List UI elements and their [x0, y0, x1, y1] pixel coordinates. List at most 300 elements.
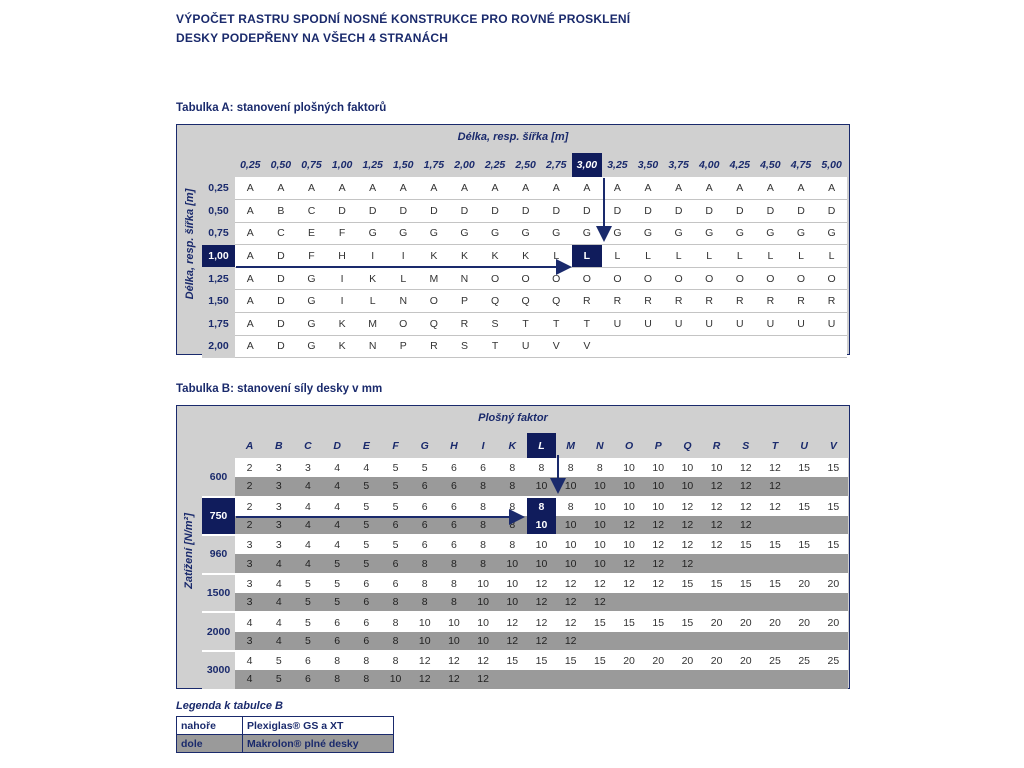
table-cell [786, 335, 817, 358]
table-cell: M [419, 267, 450, 290]
table-cell: 12 [702, 516, 731, 535]
table-row [202, 313, 847, 336]
title-line-2: DESKY PODEPŘENY NA VŠECH 4 STRANÁCH [176, 31, 449, 45]
table-cell: D [786, 200, 817, 223]
table-cell [702, 670, 731, 689]
table-cell: 20 [702, 651, 731, 670]
table-cell [633, 335, 664, 358]
table-cell: E [296, 222, 327, 245]
table-cell: 6 [381, 574, 410, 593]
table-cell: 15 [790, 458, 819, 477]
table-cell: 20 [673, 651, 702, 670]
table-cell: 12 [498, 632, 527, 651]
table-cell: 12 [644, 516, 673, 535]
table-cell: 8 [556, 497, 585, 516]
table-cell: G [480, 222, 511, 245]
table-cell: 10 [614, 535, 643, 554]
legend-row-top [177, 717, 394, 735]
table-cell: 4 [323, 516, 352, 535]
table-cell [673, 632, 702, 651]
table-a-header-row [202, 153, 847, 177]
table-cell: D [388, 200, 419, 223]
table-cell: 12 [760, 497, 789, 516]
table-cell: 8 [527, 458, 556, 477]
table-cell: 10 [469, 632, 498, 651]
table-cell: A [388, 177, 419, 200]
table-cell: 10 [614, 477, 643, 496]
table-cell: 15 [760, 574, 789, 593]
table-cell: A [602, 177, 633, 200]
table-cell [614, 670, 643, 689]
column-header: 4,50 [755, 153, 786, 177]
table-cell: 6 [439, 535, 468, 554]
table-cell: 4 [264, 574, 293, 593]
table-cell: D [266, 267, 297, 290]
table-cell: 10 [527, 535, 556, 554]
table-cell: O [510, 267, 541, 290]
table-cell: 20 [702, 612, 731, 631]
table-cell: 20 [731, 612, 760, 631]
table-cell: 10 [469, 574, 498, 593]
table-cell: S [480, 313, 511, 336]
legend-row-bottom [177, 735, 394, 753]
table-cell: O [388, 313, 419, 336]
table-cell: 8 [498, 535, 527, 554]
column-header: 2,25 [480, 153, 511, 177]
table-cell: D [357, 200, 388, 223]
table-cell: K [510, 245, 541, 268]
table-cell [819, 593, 848, 612]
table-cell: 25 [819, 651, 848, 670]
table-row [202, 222, 847, 245]
table-cell: 6 [352, 612, 381, 631]
table-a [202, 153, 847, 358]
table-cell: K [480, 245, 511, 268]
table-cell: 5 [264, 670, 293, 689]
table-cell: 12 [585, 593, 614, 612]
table-cell: 20 [819, 574, 848, 593]
table-cell: 5 [264, 651, 293, 670]
table-row-bottom [202, 516, 848, 535]
table-cell: K [327, 313, 358, 336]
table-cell: G [419, 222, 450, 245]
table-cell: I [327, 290, 358, 313]
table-cell [694, 335, 725, 358]
column-header: 2,50 [510, 153, 541, 177]
table-cell: T [510, 313, 541, 336]
table-cell: L [388, 267, 419, 290]
table-cell: D [572, 200, 603, 223]
table-cell: R [786, 290, 817, 313]
table-corner [202, 433, 235, 458]
table-cell [556, 670, 585, 689]
row-header: 1500 [202, 574, 235, 613]
table-cell: A [449, 177, 480, 200]
table-cell: R [663, 290, 694, 313]
document-title [176, 10, 630, 48]
table-cell: 6 [293, 651, 322, 670]
table-cell: 6 [352, 632, 381, 651]
table-cell: O [419, 290, 450, 313]
legend-value: Plexiglas® GS a XT [243, 717, 394, 735]
table-cell: A [235, 267, 266, 290]
table-cell: 10 [702, 458, 731, 477]
table-cell: A [572, 177, 603, 200]
table-cell: G [755, 222, 786, 245]
table-cell: A [419, 177, 450, 200]
table-cell: 8 [469, 535, 498, 554]
table-cell: 6 [439, 516, 468, 535]
table-cell: I [327, 267, 358, 290]
table-cell: L [755, 245, 786, 268]
table-cell: 15 [702, 574, 731, 593]
row-header: 960 [202, 535, 235, 574]
table-cell: 12 [673, 554, 702, 573]
table-cell: 8 [410, 554, 439, 573]
column-header: F [381, 433, 410, 458]
table-cell: 25 [760, 651, 789, 670]
table-cell: 10 [614, 458, 643, 477]
table-cell: 12 [644, 554, 673, 573]
table-cell [790, 516, 819, 535]
table-cell: 5 [352, 535, 381, 554]
table-cell [819, 632, 848, 651]
table-cell: 15 [498, 651, 527, 670]
table-cell: 8 [469, 516, 498, 535]
table-cell: I [388, 245, 419, 268]
table-cell: L [572, 245, 603, 268]
table-cell: D [327, 200, 358, 223]
table-cell: L [786, 245, 817, 268]
table-row [202, 200, 847, 223]
column-header: 3,75 [663, 153, 694, 177]
row-header: 2000 [202, 612, 235, 651]
column-header: 0,50 [266, 153, 297, 177]
table-cell: 8 [527, 497, 556, 516]
row-header: 0,25 [202, 177, 235, 200]
table-cell: 4 [235, 670, 264, 689]
table-cell: A [235, 200, 266, 223]
table-cell: O [786, 267, 817, 290]
table-b-header-title: Plošný faktor [478, 412, 548, 424]
table-cell: A [357, 177, 388, 200]
table-cell: G [694, 222, 725, 245]
table-cell: F [296, 245, 327, 268]
table-cell: U [694, 313, 725, 336]
table-cell: 8 [323, 651, 352, 670]
table-cell: 4 [323, 458, 352, 477]
table-cell: 5 [410, 458, 439, 477]
table-cell [760, 516, 789, 535]
table-cell: 5 [381, 497, 410, 516]
legend-table [176, 716, 394, 753]
row-header: 1,25 [202, 267, 235, 290]
table-cell [760, 554, 789, 573]
table-cell: 15 [790, 497, 819, 516]
table-cell: U [602, 313, 633, 336]
table-cell: P [449, 290, 480, 313]
table-cell [614, 632, 643, 651]
table-cell: G [572, 222, 603, 245]
table-cell: 10 [585, 535, 614, 554]
table-cell: L [541, 245, 572, 268]
table-cell: 4 [293, 497, 322, 516]
table-cell: 12 [556, 612, 585, 631]
table-cell: 3 [235, 574, 264, 593]
table-cell: 6 [469, 458, 498, 477]
table-cell: L [633, 245, 664, 268]
table-cell: L [725, 245, 756, 268]
table-cell: D [266, 245, 297, 268]
legend-title: Legenda k tabulce B [176, 700, 283, 712]
table-cell: O [541, 267, 572, 290]
table-cell: 10 [410, 632, 439, 651]
table-row-bottom [202, 670, 848, 689]
table-cell: 6 [352, 593, 381, 612]
column-header: G [410, 433, 439, 458]
table-cell: H [327, 245, 358, 268]
table-cell: U [725, 313, 756, 336]
table-cell: 12 [614, 516, 643, 535]
table-cell: 12 [527, 574, 556, 593]
column-header: I [469, 433, 498, 458]
table-cell: N [388, 290, 419, 313]
table-cell [663, 335, 694, 358]
table-cell: 10 [556, 477, 585, 496]
table-cell [819, 477, 848, 496]
table-cell: 8 [381, 651, 410, 670]
table-cell: D [755, 200, 786, 223]
table-row [202, 290, 847, 313]
table-cell [790, 670, 819, 689]
table-cell: 10 [585, 477, 614, 496]
table-cell: 10 [498, 593, 527, 612]
table-cell: 5 [323, 554, 352, 573]
table-cell: 4 [323, 477, 352, 496]
table-cell: 10 [527, 516, 556, 535]
column-header: P [644, 433, 673, 458]
row-header: 1,00 [202, 245, 235, 268]
table-cell: 12 [556, 632, 585, 651]
table-row-top [202, 651, 848, 670]
table-cell: D [419, 200, 450, 223]
table-cell: 6 [410, 535, 439, 554]
table-cell: 6 [410, 477, 439, 496]
table-cell: D [266, 290, 297, 313]
table-cell: 4 [293, 477, 322, 496]
table-cell: O [755, 267, 786, 290]
table-row-top [202, 458, 848, 477]
table-cell: I [357, 245, 388, 268]
table-cell: A [755, 177, 786, 200]
table-cell: 15 [527, 651, 556, 670]
table-cell: R [725, 290, 756, 313]
table-cell: V [541, 335, 572, 358]
table-cell: L [357, 290, 388, 313]
table-cell: 10 [614, 497, 643, 516]
table-cell: A [296, 177, 327, 200]
table-cell: 15 [614, 612, 643, 631]
table-cell: S [449, 335, 480, 358]
table-a-header-title: Délka, resp. šířka [m] [457, 131, 569, 143]
table-b [202, 433, 848, 691]
table-cell: 12 [469, 670, 498, 689]
column-header: K [498, 433, 527, 458]
table-cell: 3 [235, 554, 264, 573]
column-header: 1,00 [327, 153, 358, 177]
table-cell: Q [419, 313, 450, 336]
table-cell: 8 [352, 651, 381, 670]
table-cell: Q [480, 290, 511, 313]
table-cell [644, 632, 673, 651]
table-cell [673, 593, 702, 612]
table-cell: 4 [293, 535, 322, 554]
table-cell [673, 670, 702, 689]
table-cell: D [725, 200, 756, 223]
table-cell: C [296, 200, 327, 223]
table-cell [790, 593, 819, 612]
table-cell: 10 [585, 516, 614, 535]
table-cell: 8 [381, 593, 410, 612]
table-cell: R [449, 313, 480, 336]
table-cell: 15 [819, 497, 848, 516]
table-cell: 12 [585, 574, 614, 593]
table-cell: 8 [498, 497, 527, 516]
table-cell: 3 [264, 458, 293, 477]
table-cell: 6 [410, 497, 439, 516]
table-cell: 8 [469, 554, 498, 573]
table-cell [585, 670, 614, 689]
table-cell: 10 [469, 593, 498, 612]
table-cell: R [633, 290, 664, 313]
table-a-caption: Tabulka A: stanovení plošných faktorů [176, 102, 387, 114]
table-cell: O [663, 267, 694, 290]
table-cell: 5 [381, 458, 410, 477]
table-cell: 6 [439, 458, 468, 477]
table-cell: 12 [556, 593, 585, 612]
table-cell: T [541, 313, 572, 336]
column-header: Q [673, 433, 702, 458]
row-header: 3000 [202, 651, 235, 690]
table-row [202, 177, 847, 200]
table-cell: 15 [819, 535, 848, 554]
table-cell: 12 [731, 497, 760, 516]
table-cell: 12 [673, 535, 702, 554]
table-a-side-title: Délka, resp. šířka [m] [184, 188, 196, 300]
table-cell: 5 [323, 593, 352, 612]
table-cell: G [602, 222, 633, 245]
table-cell: 20 [644, 651, 673, 670]
table-cell: 12 [702, 497, 731, 516]
table-cell: 4 [264, 632, 293, 651]
table-cell: 15 [556, 651, 585, 670]
table-b-side-title: Zatížení [N/m²] [183, 513, 195, 589]
legend-key: nahoře [177, 717, 243, 735]
table-cell: O [816, 267, 847, 290]
table-cell [760, 632, 789, 651]
table-cell: 8 [352, 670, 381, 689]
table-cell: 12 [527, 593, 556, 612]
table-cell: A [725, 177, 756, 200]
table-cell: A [541, 177, 572, 200]
table-cell [527, 670, 556, 689]
table-cell: 4 [293, 554, 322, 573]
table-cell: 15 [673, 612, 702, 631]
table-cell: 4 [323, 497, 352, 516]
table-cell: A [266, 177, 297, 200]
table-cell: 12 [673, 497, 702, 516]
table-cell [790, 632, 819, 651]
table-cell: 12 [556, 574, 585, 593]
row-header: 0,75 [202, 222, 235, 245]
row-header: 1,75 [202, 313, 235, 336]
table-cell [702, 632, 731, 651]
table-cell: 4 [293, 516, 322, 535]
table-cell [790, 554, 819, 573]
table-cell: A [327, 177, 358, 200]
table-cell: 6 [323, 612, 352, 631]
table-cell: 10 [644, 477, 673, 496]
column-header: 1,25 [357, 153, 388, 177]
table-cell: D [602, 200, 633, 223]
column-header: 4,25 [725, 153, 756, 177]
table-cell [644, 670, 673, 689]
table-cell: 12 [760, 477, 789, 496]
table-cell: G [296, 290, 327, 313]
table-cell: R [694, 290, 725, 313]
table-cell: D [694, 200, 725, 223]
table-cell: 2 [235, 497, 264, 516]
column-header: N [585, 433, 614, 458]
table-row-bottom [202, 632, 848, 651]
table-cell: 10 [585, 497, 614, 516]
table-cell: K [327, 335, 358, 358]
row-header: 750 [202, 497, 235, 536]
table-cell: 12 [614, 554, 643, 573]
table-cell: N [449, 267, 480, 290]
table-cell: 12 [410, 651, 439, 670]
table-cell [614, 593, 643, 612]
table-cell: O [694, 267, 725, 290]
table-cell: A [510, 177, 541, 200]
table-cell: 12 [702, 535, 731, 554]
table-cell: 3 [235, 593, 264, 612]
table-cell: U [786, 313, 817, 336]
table-cell: A [786, 177, 817, 200]
table-cell: 20 [760, 612, 789, 631]
column-header: 4,00 [694, 153, 725, 177]
table-cell: A [694, 177, 725, 200]
table-cell: 12 [469, 651, 498, 670]
table-cell: 10 [556, 535, 585, 554]
table-cell: O [725, 267, 756, 290]
column-header: 3,50 [633, 153, 664, 177]
table-cell: 12 [731, 477, 760, 496]
table-cell: 8 [439, 574, 468, 593]
table-cell: O [572, 267, 603, 290]
column-header: D [323, 433, 352, 458]
table-cell: C [266, 222, 297, 245]
table-row-top [202, 497, 848, 516]
table-cell: R [572, 290, 603, 313]
table-cell: 10 [527, 554, 556, 573]
table-cell: D [633, 200, 664, 223]
table-cell [644, 593, 673, 612]
table-cell: 6 [439, 477, 468, 496]
table-cell: 12 [702, 477, 731, 496]
row-header: 1,50 [202, 290, 235, 313]
table-cell: V [572, 335, 603, 358]
